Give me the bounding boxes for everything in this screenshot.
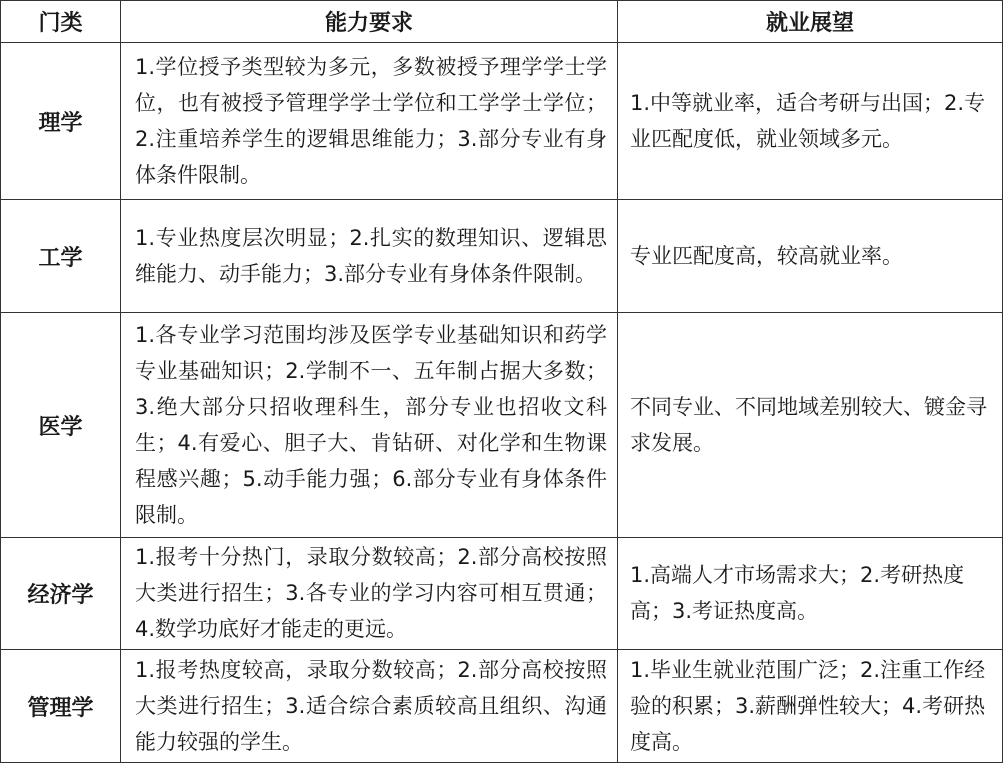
header-ability: 能力要求 — [121, 1, 618, 43]
table-row — [1, 650, 1003, 763]
table-row — [1, 538, 1003, 650]
row-ability-cell — [121, 200, 618, 313]
row-category: 医学 — [1, 313, 121, 538]
row-ability: 1.学位授予类型较为多元，多数被授予理学学士学位，也有被授予管理学学士学位和工学学士学位；2.注重培养学生的逻辑思维能力；3.部分专业有身体条件限制。 — [135, 54, 607, 187]
row-prospect: 1.高端人才市场需求大；2.考研热度高；3.考证热度高。 — [630, 563, 965, 623]
row-category: 管理学 — [1, 650, 121, 763]
row-ability-cell — [121, 43, 618, 200]
row-category: 经济学 — [1, 538, 121, 650]
header-category: 门类 — [1, 1, 121, 43]
row-prospect: 不同专业、不同地域差别较大、镀金寻求发展。 — [630, 394, 987, 455]
row-prospect-cell — [618, 650, 1003, 763]
row-ability-cell — [121, 538, 618, 650]
row-category: 理学 — [1, 43, 121, 200]
row-prospect-cell — [618, 538, 1003, 650]
row-ability: 1.报考十分热门，录取分数较高；2.部分高校按照大类进行招生；3.各专业的学习内容可相互贯通；4.数学功底好才能走的更远。 — [135, 545, 607, 641]
row-ability: 1.报考热度较高，录取分数较高；2.部分高校按照大类进行招生；3.适合综合素质较高且组织、沟通能力较强的学生。 — [135, 657, 607, 754]
row-prospect-cell — [618, 200, 1003, 313]
row-ability: 1.各专业学习范围均涉及医学专业基础知识和药学专业基础知识；2.学制不一、五年制占据大多数；3.绝大部分只招收理科生，部分专业也招收文科生；4.有爱心、胆子大、肯钻研、对化学和生物课程感兴趣；5.动手能力强；6.部分专业有身体条件限制。 — [135, 322, 607, 527]
table-header-row — [1, 1, 1003, 43]
row-prospect: 专业匹配度高，较高就业率。 — [630, 243, 903, 268]
row-prospect: 1.中等就业率，适合考研与出国；2.专业匹配度低，就业领域多元。 — [630, 90, 986, 151]
table-row — [1, 43, 1003, 200]
row-prospect-cell — [618, 313, 1003, 538]
header-prospect: 就业展望 — [618, 1, 1003, 43]
row-ability-cell — [121, 313, 618, 538]
row-prospect-cell — [618, 43, 1003, 200]
row-prospect: 1.毕业生就业范围广泛；2.注重工作经验的积累；3.薪酬弹性较大；4.考研热度高。 — [630, 657, 986, 754]
row-ability-cell — [121, 650, 618, 763]
row-ability: 1.专业热度层次明显；2.扎实的数理知识、逻辑思维能力、动手能力；3.部分专业有身体条件限制。 — [135, 225, 607, 286]
table-row — [1, 313, 1003, 538]
row-category: 工学 — [1, 200, 121, 313]
table-row — [1, 200, 1003, 313]
